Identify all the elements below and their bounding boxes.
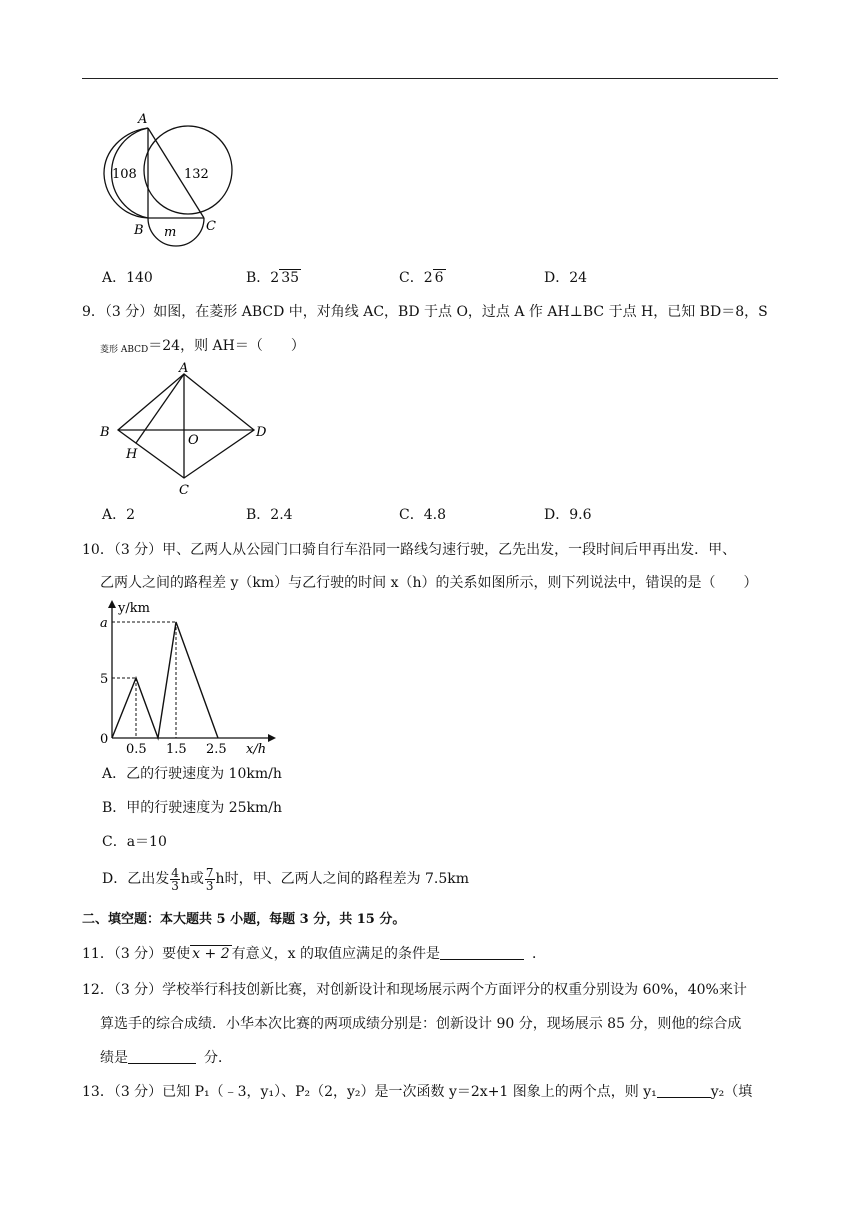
q9-label-d: D: [256, 425, 267, 440]
q9-label-c: C: [179, 483, 189, 498]
q10-option-d-pre: D．乙出发: [102, 871, 170, 887]
q12-line2: 算选手的综合成绩．小华本次比赛的两项成绩分别是：创新设计 90 分，现场展示 85 分，则他的综合成: [100, 1016, 742, 1032]
q9-line1: 9．（3 分）如图，在菱形 ABCD 中，对角线 AC，BD 于点 O，过点 A 作 AH⊥BC 于点 H，已知 BD＝8，S: [82, 304, 768, 320]
q9-label-b: B: [100, 425, 110, 440]
q12-line3-pre: 绩是: [100, 1050, 128, 1066]
q10-option-d: [102, 864, 469, 894]
q8-area-108: 108: [112, 167, 137, 182]
q8-option-c-radical: 6: [434, 270, 444, 286]
q10-origin: 0: [100, 732, 109, 747]
q8-option-c: [399, 268, 446, 288]
section-2-heading: 二、填空题：本大题共 5 小题，每题 3 分，共 15 分。: [82, 912, 406, 927]
q8-label-c: C: [206, 219, 216, 234]
q13-line1-pre: 13．（3 分）已知 P₁（﹣3，y₁）、P₂（2，y₂）是一次函数 y＝2x+1 图象上的两个点，则 y₁: [82, 1084, 657, 1100]
header-rule: [82, 78, 778, 79]
q11-answer-blank[interactable]: [440, 945, 524, 960]
q8-option-c-label: C．2: [399, 270, 433, 286]
q9-option-b: B．2.4: [246, 507, 293, 523]
q8-option-a: A．140: [102, 270, 153, 286]
q8-option-d: D．24: [544, 270, 588, 286]
q13-answer-blank[interactable]: [657, 1083, 711, 1098]
q10-option-d-mid: h或: [180, 871, 204, 887]
q11-line: [82, 944, 546, 964]
q11-end: ．: [531, 946, 546, 962]
q10-option-b: B．甲的行驶速度为 25km/h: [102, 800, 283, 816]
q9-option-a: A．2: [102, 507, 136, 523]
q11-radical: x + 2: [192, 946, 230, 962]
q9-option-d: D．9.6: [544, 507, 592, 523]
q10-line: [112, 622, 218, 738]
q10-chart: [96, 598, 286, 758]
q10-line1: 10．（3 分）甲、乙两人从公园门口骑自行车沿同一路线匀速行驶，乙先出发，一段时间后甲再出发．甲、: [82, 542, 737, 558]
q12-line3-post: 分．: [204, 1050, 232, 1066]
q8-label-b: B: [134, 223, 144, 238]
q10-fraction-4-3: $\frac{4}{3}$: [171, 865, 179, 893]
q10-fraction-7-3: $\frac{7}{3}$: [205, 865, 214, 893]
q9-line2: [100, 336, 305, 360]
q13-line1: [82, 1082, 752, 1102]
q9-line2-rest: ＝24，则 AH＝（ ）: [148, 338, 305, 354]
q8-option-b: [246, 268, 301, 288]
q10-ylabel: y/km: [118, 601, 150, 616]
q12-line3: [100, 1048, 232, 1068]
q13-line1-post: y₂（填: [710, 1084, 753, 1100]
q9-rhombus: [118, 374, 254, 478]
q12-line1: 12．（3 分）学校举行科技创新比赛，对创新设计和现场展示两个方面评分的权重分别设为 60%，40%来计: [82, 982, 747, 998]
q8-option-b-radical: 35: [281, 270, 300, 286]
q11-post: 有意义，x 的取值应满足的条件是: [231, 946, 440, 962]
q9-label-o: O: [188, 433, 199, 448]
q8-area-m: m: [164, 225, 177, 240]
q10-option-a: A．乙的行驶速度为 10km/h: [102, 766, 282, 782]
q10-ytick-a: a: [100, 616, 108, 631]
q10-xtick-25: 2.5: [206, 742, 227, 757]
q10-ytick-5: 5: [100, 672, 109, 687]
q9-subscript: 菱形 ABCD: [100, 345, 149, 355]
q8-figure: [96, 108, 246, 254]
q9-label-h: H: [126, 447, 138, 462]
q10-line2: 乙两人之间的路程差 y（km）与乙行驶的时间 x（h）的关系如图所示，则下列说法中，错误的是（ ）: [100, 575, 758, 591]
q12-answer-blank[interactable]: [128, 1049, 196, 1064]
q10-xtick-05: 0.5: [126, 742, 147, 757]
q10-option-c: C．a＝10: [102, 834, 167, 850]
q9-option-c: C．4.8: [399, 507, 446, 523]
q10-xtick-15: 1.5: [166, 742, 187, 757]
q9-label-a: A: [179, 361, 189, 376]
q11-pre: 11．（3 分）要使: [82, 946, 191, 962]
q8-area-132: 132: [184, 167, 209, 182]
q10-option-d-post: h时，甲、乙两人之间的路程差为 7.5km: [215, 871, 470, 887]
q9-figure: [96, 360, 276, 500]
q10-xlabel: x/h: [246, 742, 267, 757]
q8-option-b-label: B．2: [246, 270, 280, 286]
q8-label-a: A: [138, 112, 148, 127]
